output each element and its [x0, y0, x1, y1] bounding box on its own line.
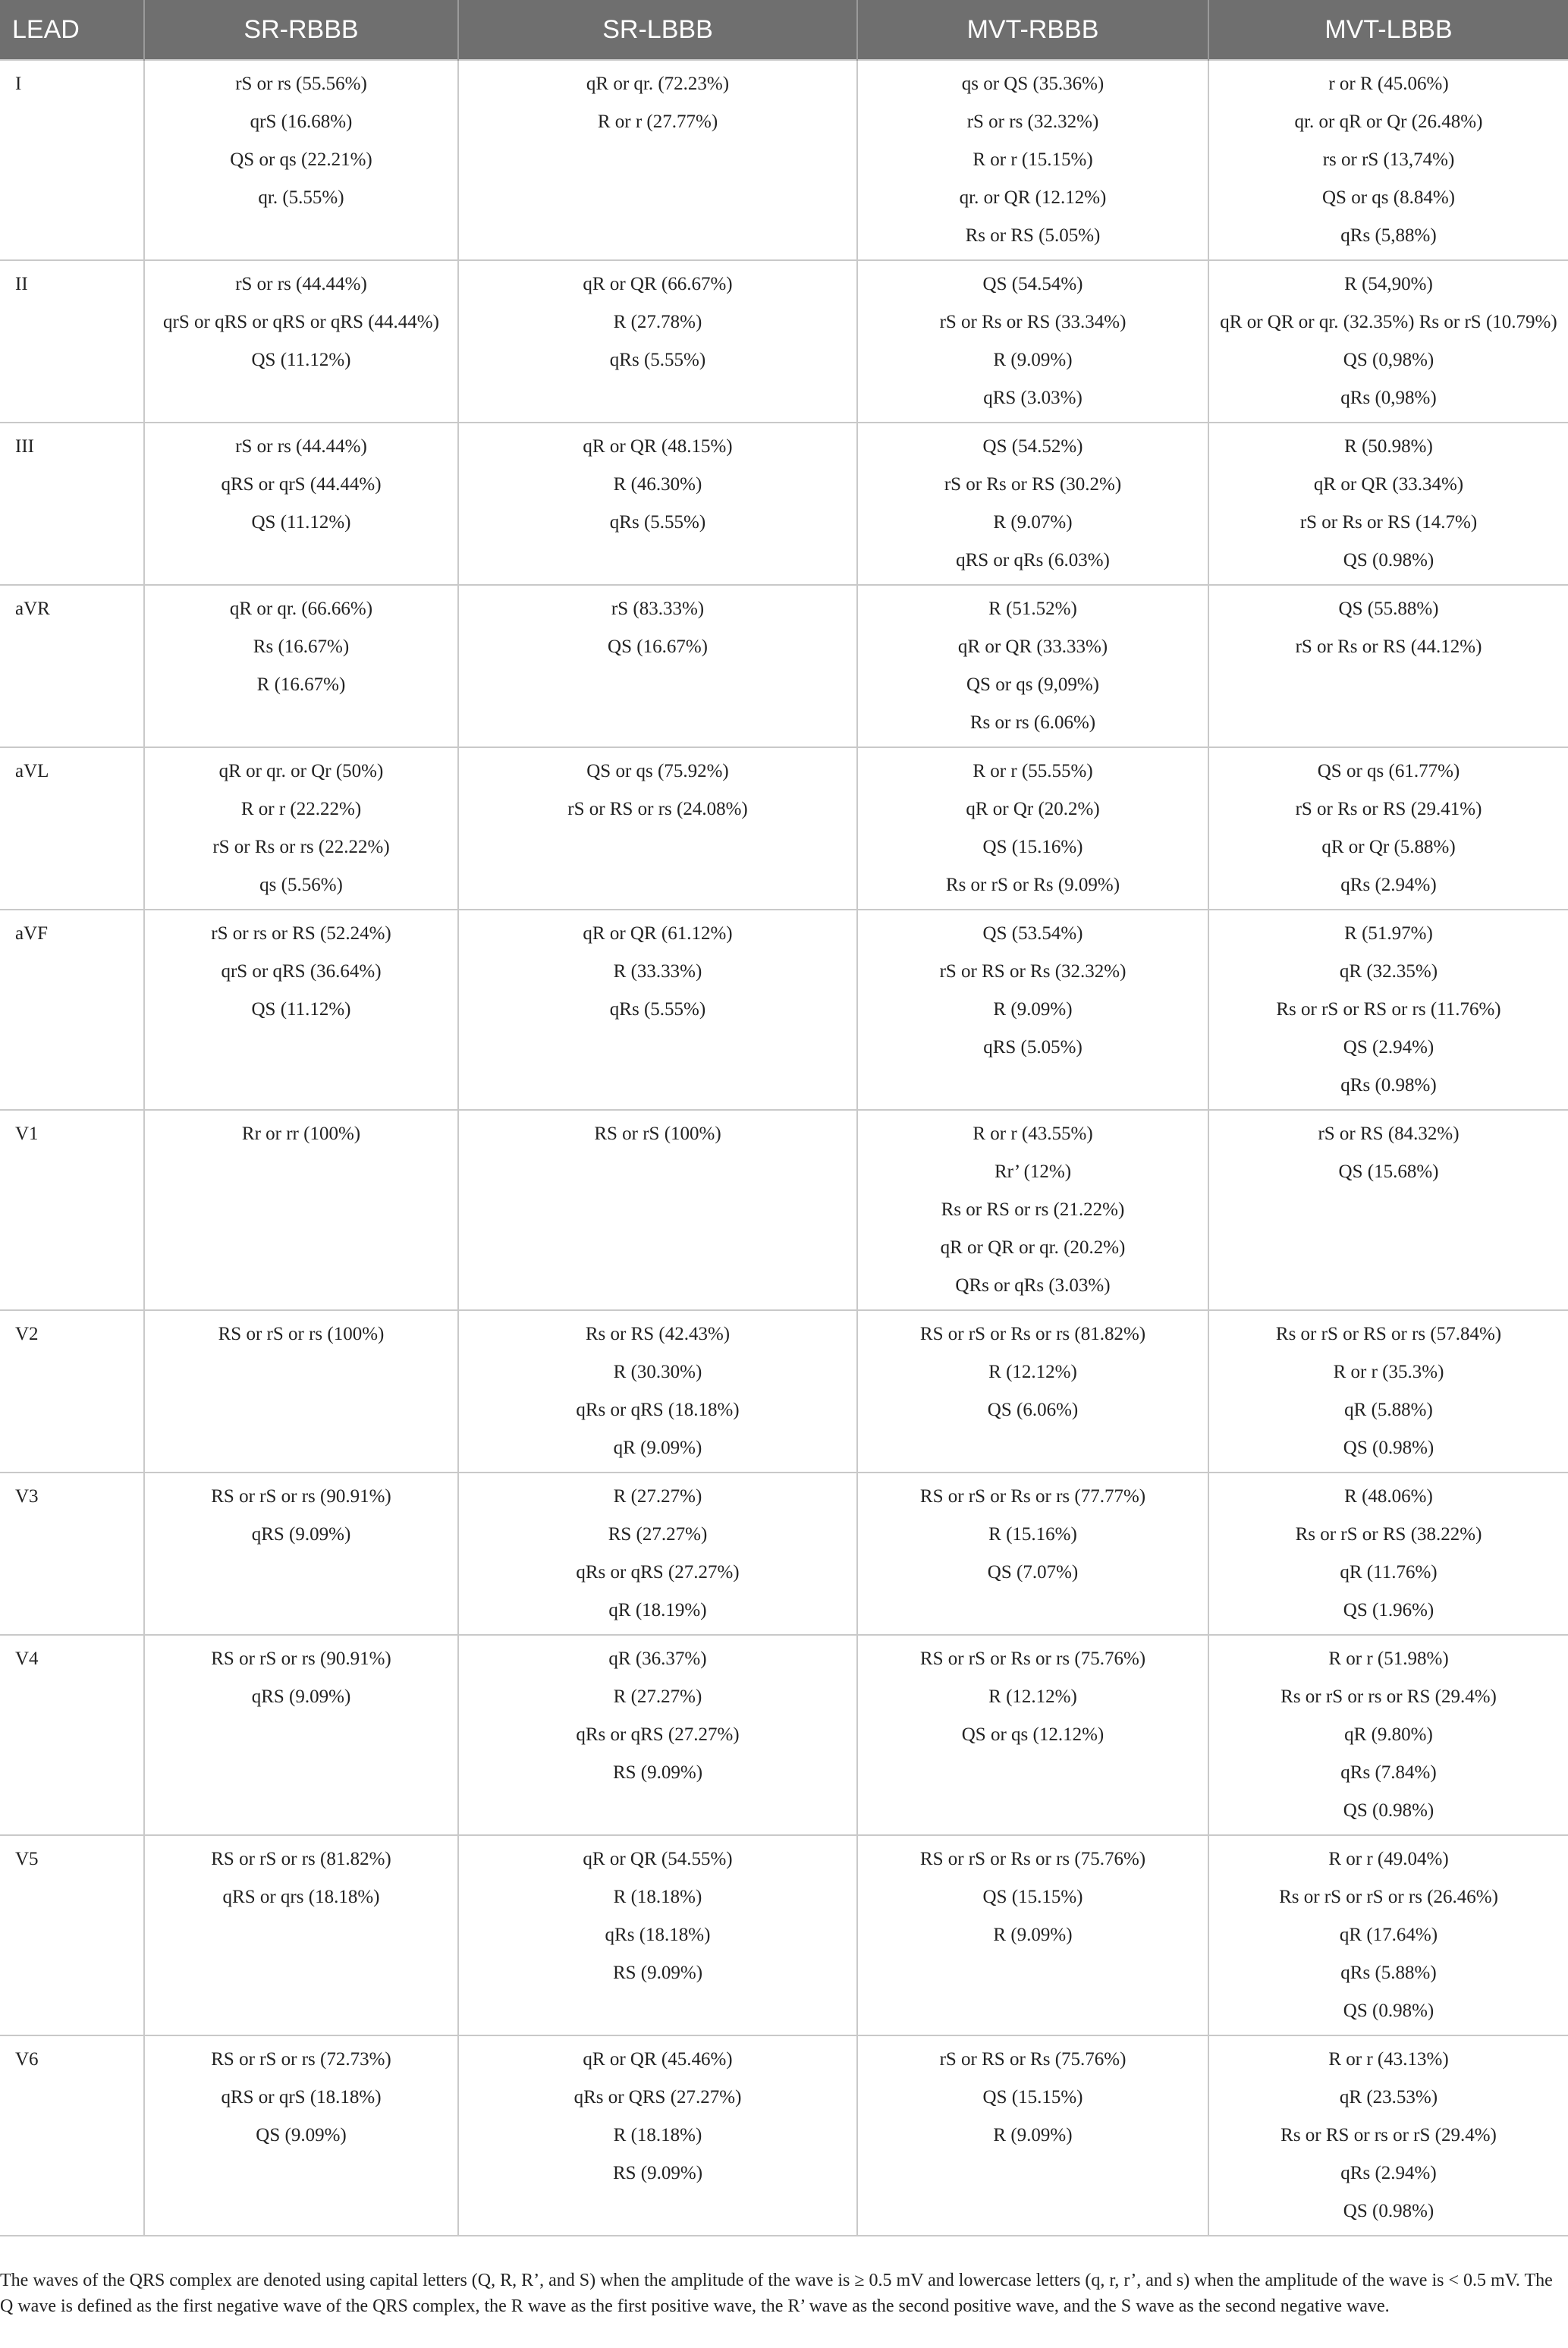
- morphology-entry: rS or RS or Rs (32.32%): [939, 961, 1127, 982]
- morphology-entry: qR (18.19%): [608, 1600, 707, 1620]
- morphology-entry: rS or Rs or RS (33.34%): [939, 312, 1127, 332]
- lead-cell: V5: [0, 1835, 144, 2035]
- morphology-entry: qRS or qrS (18.18%): [221, 2087, 382, 2108]
- cell-mvt-rbbb: [857, 1110, 1208, 1310]
- lead-cell: aVL: [0, 747, 144, 910]
- lead-cell: V1: [0, 1110, 144, 1310]
- morphology-entry: R or r (49.04%): [1328, 1849, 1449, 1869]
- morphology-entry: R or r (51.98%): [1328, 1649, 1449, 1669]
- morphology-entry: qR or qr. (66.66%): [229, 599, 373, 619]
- morphology-entry: R (9.09%): [993, 999, 1073, 1020]
- morphology-entry: R (51.52%): [988, 599, 1077, 619]
- cell-sr-lbbb: [458, 1110, 857, 1310]
- morphology-entry: qR or QR (66.67%): [583, 274, 733, 294]
- morphology-entry: R or r (43.55%): [973, 1124, 1093, 1144]
- morphology-entry: RS or rS or rs (90.91%): [211, 1486, 391, 1507]
- header-lead: LEAD: [0, 0, 144, 60]
- morphology-entry: rS or rs (44.44%): [235, 436, 367, 457]
- morphology-entry: qRS (5.05%): [983, 1037, 1083, 1058]
- morphology-entry: RS or rS or Rs or rs (75.76%): [919, 1849, 1146, 1869]
- cell-sr-rbbb: [144, 747, 458, 910]
- morphology-entry: qs or QS (35.36%): [961, 74, 1105, 94]
- lead-cell: aVF: [0, 910, 144, 1110]
- table-row: [0, 747, 1568, 910]
- morphology-entry: qR or QR (33.34%): [1313, 474, 1464, 495]
- morphology-entry: R (12.12%): [988, 1686, 1077, 1707]
- morphology-entry: qR or QR (48.15%): [583, 436, 733, 457]
- table-row: [0, 1110, 1568, 1310]
- morphology-entry: rS or rs or RS (52.24%): [211, 923, 391, 944]
- morphology-entry: RS (9.09%): [612, 2163, 703, 2183]
- morphology-entry: Rs or rS or Rs (9.09%): [945, 875, 1120, 895]
- morphology-entry: qRS (9.09%): [251, 1686, 351, 1707]
- morphology-entry: qR or QR or qr. (20.2%): [940, 1237, 1126, 1258]
- lead-cell: V2: [0, 1310, 144, 1473]
- morphology-entry: R (16.67%): [256, 674, 346, 695]
- morphology-entry: R (9.09%): [993, 350, 1073, 370]
- morphology-entry: QS (15.15%): [982, 1887, 1083, 1907]
- morphology-entry: Rs or RS or rs or rS (29.4%): [1280, 2125, 1497, 2145]
- table-row: [0, 910, 1568, 1110]
- morphology-entry: QS (11.12%): [251, 512, 351, 533]
- morphology-entry: qR or QR (45.46%): [583, 2049, 733, 2070]
- cell-mvt-lbbb: [1208, 1473, 1568, 1635]
- morphology-entry: RS (9.09%): [612, 1963, 703, 1983]
- morphology-entry: qRs (7.84%): [1340, 1762, 1437, 1783]
- morphology-entry: qR (5.88%): [1344, 1400, 1433, 1420]
- morphology-entry: rS or rs (44.44%): [235, 274, 367, 294]
- morphology-entry: R (12.12%): [988, 1362, 1077, 1382]
- morphology-entry: qRS or qRs (6.03%): [956, 550, 1110, 570]
- morphology-entry: R or r (27.77%): [597, 112, 718, 132]
- cell-mvt-rbbb: [857, 1835, 1208, 2035]
- cell-sr-rbbb: [144, 1835, 458, 2035]
- cell-mvt-lbbb: [1208, 260, 1568, 423]
- morphology-entry: qR or QR (54.55%): [583, 1849, 733, 1869]
- cell-mvt-rbbb: [857, 1635, 1208, 1835]
- morphology-entry: qRs (5,88%): [1340, 225, 1437, 246]
- morphology-entry: Rs or rS or RS or rs (11.76%): [1276, 999, 1501, 1020]
- morphology-entry: rS or RS or rs (24.08%): [567, 799, 748, 819]
- morphology-entry: Rs or RS (42.43%): [585, 1324, 731, 1344]
- cell-sr-rbbb: [144, 1110, 458, 1310]
- morphology-entry: R (27.27%): [613, 1486, 702, 1507]
- morphology-entry: QS (0.98%): [1343, 1800, 1434, 1821]
- morphology-entry: QS (15.16%): [982, 837, 1083, 857]
- morphology-entry: R (33.33%): [613, 961, 702, 982]
- morphology-entry: QS or qs (61.77%): [1317, 761, 1460, 781]
- morphology-entry: QS (53.54%): [982, 923, 1083, 944]
- morphology-entry: qRs or qRS (18.18%): [576, 1400, 740, 1420]
- morphology-entry: R (9.09%): [993, 1925, 1073, 1945]
- morphology-entry: R or r (15.15%): [973, 149, 1093, 170]
- morphology-entry: qR (9.80%): [1344, 1724, 1433, 1745]
- cell-mvt-lbbb: [1208, 910, 1568, 1110]
- morphology-entry: QS (7.07%): [987, 1562, 1079, 1583]
- morphology-entry: QS (55.88%): [1338, 599, 1439, 619]
- morphology-entry: R (18.18%): [613, 2125, 702, 2145]
- morphology-entry: qR or qr. or Qr (50%): [218, 761, 384, 781]
- morphology-entry: QS (9.09%): [256, 2125, 347, 2145]
- table-row: [0, 1473, 1568, 1635]
- morphology-entry: QS or qs (75.92%): [586, 761, 729, 781]
- morphology-entry: RS or rS or Rs or rs (81.82%): [919, 1324, 1146, 1344]
- morphology-entry: QS (0.98%): [1343, 2001, 1434, 2021]
- cell-sr-rbbb: [144, 585, 458, 747]
- table-row: [0, 260, 1568, 423]
- morphology-entry: qRs (18.18%): [605, 1925, 711, 1945]
- morphology-entry: r or R (45.06%): [1328, 74, 1449, 94]
- morphology-entry: qRS or qrS (44.44%): [221, 474, 382, 495]
- cell-mvt-lbbb: [1208, 423, 1568, 585]
- cell-sr-rbbb: [144, 60, 458, 260]
- morphology-entry: RS (27.27%): [608, 1524, 708, 1545]
- cell-mvt-rbbb: [857, 910, 1208, 1110]
- morphology-entry: R or r (55.55%): [973, 761, 1093, 781]
- morphology-entry: R (51.97%): [1344, 923, 1433, 944]
- morphology-entry: QS or qs (22.21%): [230, 149, 372, 170]
- morphology-entry: QS (11.12%): [251, 350, 351, 370]
- morphology-entry: RS or rS or rs (81.82%): [211, 1849, 391, 1869]
- morphology-entry: rS or Rs or RS (14.7%): [1299, 512, 1478, 533]
- cell-mvt-rbbb: [857, 260, 1208, 423]
- morphology-entry: qRs (5.55%): [609, 350, 706, 370]
- morphology-entry: RS or rS or rs (100%): [218, 1324, 385, 1344]
- header-row: [0, 0, 1568, 60]
- morphology-entry: R (15.16%): [988, 1524, 1077, 1545]
- lead-cell: I: [0, 60, 144, 260]
- cell-sr-rbbb: [144, 1473, 458, 1635]
- morphology-entry: QS or qs (9,09%): [966, 674, 1099, 695]
- morphology-entry: RS or rS or rs (90.91%): [211, 1649, 391, 1669]
- cell-sr-rbbb: [144, 1635, 458, 1835]
- morphology-entry: qR (32.35%): [1339, 961, 1438, 982]
- cell-sr-lbbb: [458, 2035, 857, 2236]
- cell-mvt-rbbb: [857, 1310, 1208, 1473]
- morphology-entry: RS or rS or Rs or rs (77.77%): [919, 1486, 1146, 1507]
- cell-mvt-lbbb: [1208, 747, 1568, 910]
- morphology-entry: qRS or qrs (18.18%): [222, 1887, 380, 1907]
- morphology-entry: QS or qs (12.12%): [961, 1724, 1105, 1745]
- morphology-entry: R (30.30%): [613, 1362, 702, 1382]
- morphology-entry: R or r (35.3%): [1333, 1362, 1444, 1382]
- morphology-entry: qR or QR or qr. (32.35%) Rs or rS (10.79%): [1220, 312, 1557, 332]
- table-row: [0, 1835, 1568, 2035]
- morphology-entry: Rs (16.67%): [253, 637, 350, 657]
- morphology-entry: Rs or rs (6.06%): [969, 712, 1096, 733]
- lead-cell: III: [0, 423, 144, 585]
- cell-sr-lbbb: [458, 1473, 857, 1635]
- morphology-entry: qR (11.76%): [1340, 1562, 1438, 1583]
- morphology-entry: qR or qr. (72.23%): [586, 74, 730, 94]
- cell-sr-rbbb: [144, 2035, 458, 2236]
- morphology-entry: RS or rS or Rs or rs (75.76%): [919, 1649, 1146, 1669]
- morphology-entry: RS (9.09%): [612, 1762, 703, 1783]
- morphology-entry: rS or Rs or RS (30.2%): [944, 474, 1122, 495]
- morphology-entry: qRs or qRS (27.27%): [576, 1724, 740, 1745]
- morphology-entry: QS or qs (8.84%): [1322, 187, 1455, 208]
- morphology-entry: rs or rS (13,74%): [1322, 149, 1455, 170]
- morphology-entry: QS (2.94%): [1343, 1037, 1434, 1058]
- cell-mvt-lbbb: [1208, 60, 1568, 260]
- cell-mvt-lbbb: [1208, 1110, 1568, 1310]
- cell-sr-lbbb: [458, 1310, 857, 1473]
- cell-mvt-lbbb: [1208, 585, 1568, 747]
- morphology-entry: QS (54.54%): [982, 274, 1083, 294]
- morphology-entry: qR (23.53%): [1339, 2087, 1438, 2108]
- morphology-entry: R (54,90%): [1344, 274, 1433, 294]
- cell-mvt-rbbb: [857, 60, 1208, 260]
- morphology-entry: R (27.27%): [613, 1686, 702, 1707]
- morphology-entry: qR (36.37%): [608, 1649, 707, 1669]
- lead-cell: V3: [0, 1473, 144, 1635]
- header-sr-lbbb: SR-LBBB: [458, 0, 857, 60]
- table-row: [0, 1310, 1568, 1473]
- cell-sr-lbbb: [458, 910, 857, 1110]
- morphology-entry: qr. or QR (12.12%): [959, 187, 1107, 208]
- cell-sr-lbbb: [458, 585, 857, 747]
- morphology-entry: Rs or rS or rs or RS (29.4%): [1280, 1686, 1497, 1707]
- morphology-entry: qRs (5.55%): [609, 512, 706, 533]
- morphology-entry: R (18.18%): [613, 1887, 702, 1907]
- morphology-entry: qRs (0.98%): [1340, 1075, 1437, 1095]
- morphology-entry: QS (15.15%): [982, 2087, 1083, 2108]
- morphology-entry: Rs or RS or rs (21.22%): [941, 1199, 1125, 1220]
- lead-cell: V4: [0, 1635, 144, 1835]
- morphology-entry: QS (0.98%): [1343, 550, 1434, 570]
- morphology-entry: qRs (2.94%): [1340, 875, 1437, 895]
- morphology-entry: QS (0,98%): [1343, 350, 1434, 370]
- morphology-entry: RS or rS (100%): [594, 1124, 721, 1144]
- morphology-entry: rS (83.33%): [611, 599, 705, 619]
- cell-mvt-lbbb: [1208, 1835, 1568, 2035]
- cell-sr-lbbb: [458, 747, 857, 910]
- morphology-entry: qRs or qRS (27.27%): [576, 1562, 740, 1583]
- morphology-entry: QRs or qRs (3.03%): [955, 1275, 1111, 1296]
- cell-mvt-rbbb: [857, 1473, 1208, 1635]
- table-row: [0, 585, 1568, 747]
- morphology-entry: qRs or QRS (27.27%): [573, 2087, 742, 2108]
- morphology-entry: qR (9.09%): [613, 1438, 702, 1458]
- morphology-entry: qs (5.56%): [259, 875, 343, 895]
- morphology-entry: QS (6.06%): [987, 1400, 1079, 1420]
- table-footnote: The waves of the QRS complex are denoted using capital letters (Q, R, R’, and S) when the amplitude of the wave is ≥ 0.5 mV and lowercase letters (q, r, r’, and s) when the amplitude of the wave is < 0.5 mV. The Q wave is defined as the first negative wave of the QRS complex, the R wave as the first positive wave, the R’ wave as the second positive wave, and the S wave as the second negative wave.: [0, 2271, 1553, 2316]
- morphology-entry: qrS (16.68%): [250, 112, 353, 132]
- morphology-entry: rS or rs (32.32%): [966, 112, 1099, 132]
- lead-cell: aVR: [0, 585, 144, 747]
- morphology-entry: qRs (5.88%): [1340, 1963, 1437, 1983]
- morphology-entry: qRs (2.94%): [1340, 2163, 1437, 2183]
- table-body: [0, 60, 1568, 2236]
- morphology-entry: Rr or rr (100%): [241, 1124, 361, 1144]
- header-mvt-lbbb: MVT-LBBB: [1208, 0, 1568, 60]
- morphology-entry: Rr’ (12%): [994, 1161, 1072, 1182]
- morphology-entry: QS (1.96%): [1343, 1600, 1434, 1620]
- cell-mvt-rbbb: [857, 747, 1208, 910]
- morphology-entry: qrS or qRS (36.64%): [221, 961, 382, 982]
- morphology-entry: qR or QR (61.12%): [583, 923, 733, 944]
- morphology-entry: qr. (5.55%): [258, 187, 344, 208]
- morphology-entry: QS (15.68%): [1338, 1161, 1439, 1182]
- morphology-entry: R (46.30%): [613, 474, 702, 495]
- morphology-entry: qR (17.64%): [1339, 1925, 1438, 1945]
- cell-sr-rbbb: [144, 423, 458, 585]
- cell-mvt-lbbb: [1208, 1310, 1568, 1473]
- cell-mvt-lbbb: [1208, 1635, 1568, 1835]
- morphology-entry: Rs or rS or RS or rs (57.84%): [1275, 1324, 1502, 1344]
- morphology-entry: qRs (5.55%): [609, 999, 706, 1020]
- morphology-entry: qrS or qRS or qRS or qRS (44.44%): [163, 312, 439, 332]
- morphology-entry: qRS (9.09%): [251, 1524, 351, 1545]
- morphology-entry: R (48.06%): [1344, 1486, 1433, 1507]
- header-sr-rbbb: SR-RBBB: [144, 0, 458, 60]
- cell-sr-lbbb: [458, 260, 857, 423]
- cell-sr-rbbb: [144, 260, 458, 423]
- morphology-entry: RS or rS or rs (72.73%): [211, 2049, 391, 2070]
- cell-mvt-rbbb: [857, 423, 1208, 585]
- morphology-entry: R (9.07%): [993, 512, 1073, 533]
- morphology-entry: rS or rs (55.56%): [235, 74, 367, 94]
- morphology-entry: QS (0.98%): [1343, 1438, 1434, 1458]
- morphology-entry: Rs or rS or RS (38.22%): [1295, 1524, 1482, 1545]
- morphology-entry: rS or Rs or RS (29.41%): [1295, 799, 1482, 819]
- morphology-entry: rS or RS (84.32%): [1318, 1124, 1460, 1144]
- morphology-entry: R (27.78%): [613, 312, 702, 332]
- morphology-entry: R or r (43.13%): [1328, 2049, 1449, 2070]
- table-row: [0, 1635, 1568, 1835]
- morphology-entry: R (50.98%): [1344, 436, 1433, 457]
- table-header: [0, 0, 1568, 60]
- morphology-entry: qR or QR (33.33%): [957, 637, 1108, 657]
- cell-sr-rbbb: [144, 910, 458, 1110]
- cell-sr-lbbb: [458, 1635, 857, 1835]
- table-row: [0, 60, 1568, 260]
- morphology-entry: qR or Qr (5.88%): [1321, 837, 1456, 857]
- table-row: [0, 423, 1568, 585]
- morphology-entry: rS or Rs or rs (22.22%): [212, 837, 390, 857]
- cell-sr-lbbb: [458, 423, 857, 585]
- morphology-entry: Rs or rS or rS or rs (26.46%): [1279, 1887, 1498, 1907]
- morphology-entry: qRS (3.03%): [983, 388, 1083, 408]
- morphology-entry: QS (0.98%): [1343, 2201, 1434, 2221]
- cell-mvt-rbbb: [857, 2035, 1208, 2236]
- morphology-entry: qRs (0,98%): [1340, 388, 1437, 408]
- morphology-entry: qr. or qR or Qr (26.48%): [1294, 112, 1483, 132]
- lead-cell: V6: [0, 2035, 144, 2236]
- cell-mvt-lbbb: [1208, 2035, 1568, 2236]
- morphology-entry: QS (11.12%): [251, 999, 351, 1020]
- morphology-entry: QS (54.52%): [982, 436, 1083, 457]
- header-mvt-rbbb: MVT-RBBB: [857, 0, 1208, 60]
- morphology-entry: R or r (22.22%): [240, 799, 362, 819]
- morphology-entry: Rs or RS (5.05%): [965, 225, 1101, 246]
- morphology-entry: R (9.09%): [993, 2125, 1073, 2145]
- morphology-entry: rS or RS or Rs (75.76%): [939, 2049, 1127, 2070]
- cell-sr-lbbb: [458, 1835, 857, 2035]
- cell-sr-lbbb: [458, 60, 857, 260]
- morphology-entry: rS or Rs or RS (44.12%): [1295, 637, 1482, 657]
- cell-sr-rbbb: [144, 1310, 458, 1473]
- lead-cell: II: [0, 260, 144, 423]
- table-row: [0, 2035, 1568, 2236]
- morphology-entry: QS (16.67%): [608, 637, 708, 657]
- cell-mvt-rbbb: [857, 585, 1208, 747]
- morphology-entry: qR or Qr (20.2%): [966, 799, 1100, 819]
